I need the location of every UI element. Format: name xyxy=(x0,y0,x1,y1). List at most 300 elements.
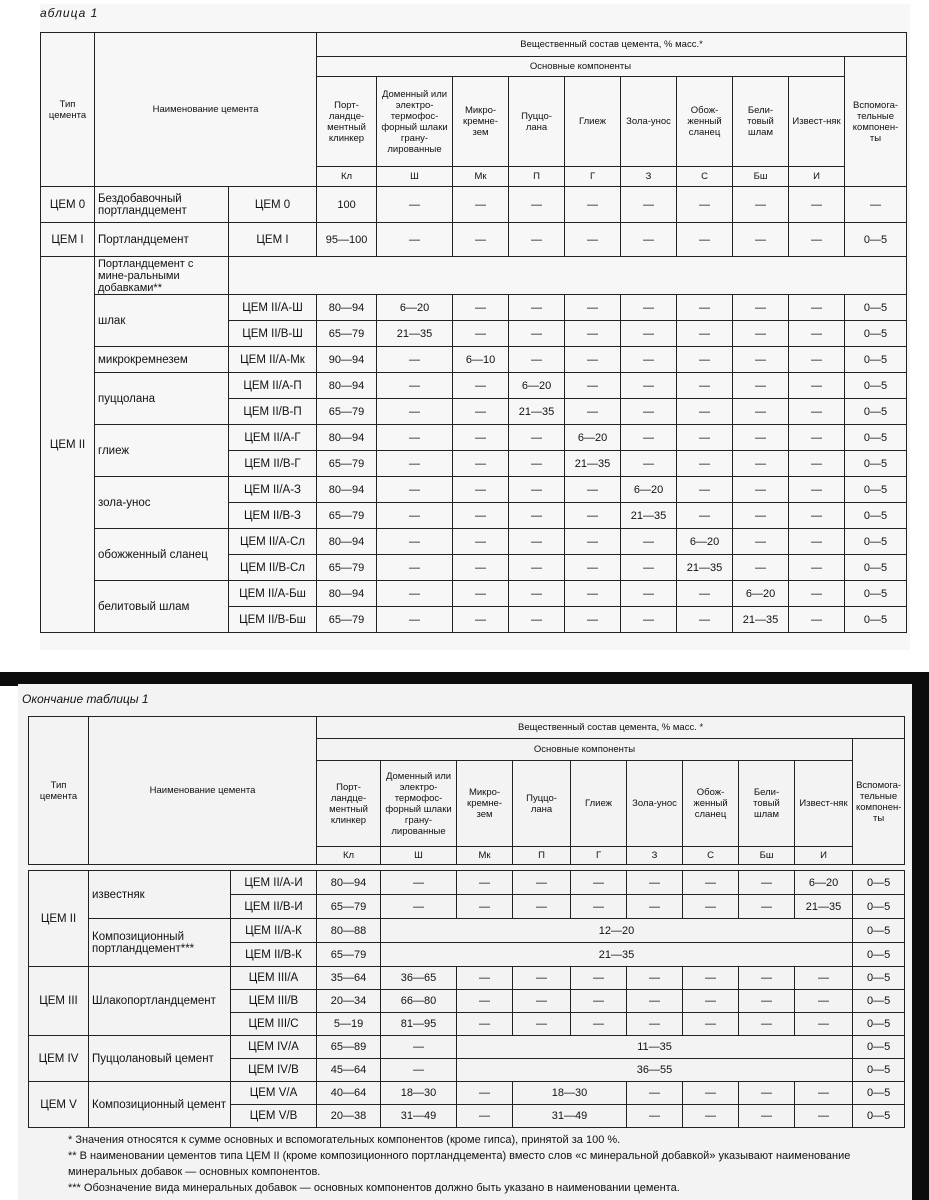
cement-code: ЦЕМ II/А-И xyxy=(231,871,317,895)
value-cell: 0—5 xyxy=(845,555,907,581)
header-component: Глиеж xyxy=(571,761,627,847)
value-cell: — xyxy=(377,529,453,555)
value-cell-merged: 12—20 xyxy=(381,919,853,943)
value-cell: — xyxy=(627,895,683,919)
value-cell: — xyxy=(739,990,795,1013)
value-cell: 0—5 xyxy=(853,1082,905,1105)
value-cell: — xyxy=(565,581,621,607)
cement-code: ЦЕМ III/В xyxy=(231,990,317,1013)
value-cell: — xyxy=(621,555,677,581)
value-cell: 0—5 xyxy=(853,919,905,943)
value-cell: — xyxy=(377,451,453,477)
value-cell: — xyxy=(789,581,845,607)
header-code: П xyxy=(513,847,571,865)
value-cell: — xyxy=(513,895,571,919)
value-cell: — xyxy=(453,607,509,633)
header-main-components: Основные компоненты xyxy=(317,57,845,77)
header-component: Зола-унос xyxy=(627,761,683,847)
cement-code: ЦЕМ III/С xyxy=(231,1013,317,1036)
table-row xyxy=(41,223,907,257)
header-type: Тип цемента xyxy=(29,717,89,865)
value-cell: 6—20 xyxy=(509,373,565,399)
value-cell: — xyxy=(509,555,565,581)
value-cell: — xyxy=(739,895,795,919)
value-cell: — xyxy=(457,967,513,990)
table-row xyxy=(41,257,907,295)
value-cell: — xyxy=(739,1013,795,1036)
header-code: Мк xyxy=(457,847,513,865)
value-cell: 80—94 xyxy=(317,373,377,399)
value-cell: — xyxy=(565,503,621,529)
header-code: Кл xyxy=(317,167,377,187)
value-cell: 0—5 xyxy=(853,895,905,919)
value-cell: — xyxy=(453,399,509,425)
value-cell: — xyxy=(453,555,509,581)
value-cell: 35—64 xyxy=(317,967,381,990)
value-cell: — xyxy=(565,321,621,347)
value-cell: — xyxy=(683,990,739,1013)
table-row xyxy=(41,373,907,399)
value-cell: — xyxy=(677,477,733,503)
value-cell: 18—30 xyxy=(381,1082,457,1105)
cement-code: ЦЕМ 0 xyxy=(229,187,317,223)
value-cell: 65—89 xyxy=(317,1036,381,1059)
table-row xyxy=(29,1082,905,1105)
value-cell: — xyxy=(509,321,565,347)
cement-code: ЦЕМ II/А-Мк xyxy=(229,347,317,373)
value-cell: — xyxy=(571,990,627,1013)
value-cell: — xyxy=(789,555,845,581)
value-cell: 0—5 xyxy=(853,1036,905,1059)
value-cell: 80—94 xyxy=(317,295,377,321)
header-component: Глиеж xyxy=(565,77,621,167)
header-row xyxy=(29,717,905,739)
value-cell: 21—35 xyxy=(677,555,733,581)
header-component: Пуццо-лана xyxy=(513,761,571,847)
cement-code: ЦЕМ I xyxy=(229,223,317,257)
cement-code: ЦЕМ II/В-П xyxy=(229,399,317,425)
value-cell: — xyxy=(565,607,621,633)
table-caption: аблица 1 xyxy=(40,6,99,20)
value-cell: — xyxy=(453,529,509,555)
header-code: П xyxy=(509,167,565,187)
footnote-1: * Значения относятся к сумме основных и вспомогательных компонентов (кроме гипса), принятой за 100 %. xyxy=(68,1134,621,1146)
value-cell: 81—95 xyxy=(381,1013,457,1036)
header-component: Обож-женный сланец xyxy=(677,77,733,167)
header-code: С xyxy=(677,167,733,187)
value-cell: 0—5 xyxy=(853,1013,905,1036)
header-composition: Вещественный состав цемента, % масс. * xyxy=(317,717,905,739)
value-cell: 21—35 xyxy=(377,321,453,347)
value-cell: — xyxy=(509,503,565,529)
value-cell: 6—20 xyxy=(565,425,621,451)
value-cell: — xyxy=(733,555,789,581)
value-cell: — xyxy=(509,295,565,321)
value-cell: — xyxy=(621,529,677,555)
value-cell: 0—5 xyxy=(845,477,907,503)
additive-name: известняк xyxy=(89,871,231,919)
header-code: Кл xyxy=(317,847,381,865)
header-code: Бш xyxy=(733,167,789,187)
value-cell: — xyxy=(733,295,789,321)
value-cell: 0—5 xyxy=(845,399,907,425)
empty-cell xyxy=(229,257,907,295)
value-cell: 0—5 xyxy=(845,295,907,321)
cement-name: Портландцемент с мине-ральными добавками** xyxy=(95,257,229,295)
value-cell: 0—5 xyxy=(853,871,905,895)
value-cell: — xyxy=(683,967,739,990)
cement-code: ЦЕМ V/В xyxy=(231,1105,317,1128)
additive-name: обожженный сланец xyxy=(95,529,229,581)
value-cell: — xyxy=(377,607,453,633)
value-cell: 0—5 xyxy=(845,503,907,529)
value-cell: — xyxy=(509,607,565,633)
value-cell: 100 xyxy=(317,187,377,223)
value-cell: — xyxy=(733,223,789,257)
value-cell: 65—79 xyxy=(317,555,377,581)
table-row xyxy=(29,1036,905,1059)
header-code: И xyxy=(795,847,853,865)
additive-name: микрокремнезем xyxy=(95,347,229,373)
additive-name: белитовый шлам xyxy=(95,581,229,633)
value-cell: — xyxy=(509,223,565,257)
value-cell: 65—79 xyxy=(317,943,381,967)
value-cell: — xyxy=(677,399,733,425)
header-component: Микро-кремне-зем xyxy=(457,761,513,847)
value-cell: — xyxy=(621,607,677,633)
value-cell: 6—10 xyxy=(453,347,509,373)
value-cell: 65—79 xyxy=(317,895,381,919)
additive-name: шлак xyxy=(95,295,229,347)
value-cell: — xyxy=(565,529,621,555)
value-cell: — xyxy=(457,1105,513,1128)
value-cell: — xyxy=(739,1105,795,1128)
cement-type: ЦЕМ IV xyxy=(29,1036,89,1082)
value-cell: — xyxy=(627,1082,683,1105)
header-row xyxy=(41,33,907,57)
value-cell: — xyxy=(381,1036,457,1059)
value-cell-merged: 36—55 xyxy=(457,1059,853,1082)
value-cell: 36—65 xyxy=(381,967,457,990)
value-cell: — xyxy=(789,451,845,477)
value-cell: — xyxy=(789,399,845,425)
table-row xyxy=(29,967,905,990)
value-cell: — xyxy=(627,967,683,990)
value-cell: — xyxy=(509,187,565,223)
table-row xyxy=(29,919,905,943)
table-caption-continued: Окончание таблицы 1 xyxy=(22,692,149,706)
value-cell: — xyxy=(377,347,453,373)
cement-code: ЦЕМ II/А-З xyxy=(229,477,317,503)
value-cell: 0—5 xyxy=(845,425,907,451)
header-component: Бели-товый шлам xyxy=(733,77,789,167)
value-cell: — xyxy=(677,187,733,223)
value-cell: — xyxy=(733,425,789,451)
value-cell: — xyxy=(795,967,853,990)
value-cell: — xyxy=(677,425,733,451)
value-cell: — xyxy=(621,399,677,425)
table-row xyxy=(41,581,907,607)
value-cell: — xyxy=(513,1013,571,1036)
value-cell: — xyxy=(377,425,453,451)
value-cell: 0—5 xyxy=(853,967,905,990)
header-component: Обож-женный сланец xyxy=(683,761,739,847)
value-cell: 6—20 xyxy=(621,477,677,503)
value-cell: 6—20 xyxy=(377,295,453,321)
value-cell: — xyxy=(733,373,789,399)
value-cell: — xyxy=(739,967,795,990)
value-cell: — xyxy=(677,295,733,321)
value-cell: — xyxy=(457,895,513,919)
header-code: Бш xyxy=(739,847,795,865)
value-cell: — xyxy=(683,1082,739,1105)
value-cell: — xyxy=(683,871,739,895)
value-cell: 45—64 xyxy=(317,1059,381,1082)
cement-code: ЦЕМ II/В-З xyxy=(229,503,317,529)
value-cell: — xyxy=(789,295,845,321)
value-cell: 6—20 xyxy=(677,529,733,555)
cement-name: Пуццолановый цемент xyxy=(89,1036,231,1082)
value-cell: — xyxy=(627,990,683,1013)
value-cell: — xyxy=(509,425,565,451)
value-cell: 31—49 xyxy=(381,1105,457,1128)
value-cell: 80—88 xyxy=(317,919,381,943)
value-cell: — xyxy=(509,347,565,373)
value-cell: — xyxy=(571,895,627,919)
value-cell: 5—19 xyxy=(317,1013,381,1036)
value-cell: 21—35 xyxy=(621,503,677,529)
value-cell: — xyxy=(627,871,683,895)
value-cell: — xyxy=(677,607,733,633)
additive-name: зола-унос xyxy=(95,477,229,529)
cement-type: ЦЕМ III xyxy=(29,967,89,1036)
header-code: Г xyxy=(571,847,627,865)
value-cell: 95—100 xyxy=(317,223,377,257)
value-cell: — xyxy=(453,223,509,257)
cement-name: Портландцемент xyxy=(95,223,229,257)
value-cell: 0—5 xyxy=(845,451,907,477)
header-aux: Вспомога-тельные компонен-ты xyxy=(853,739,905,865)
value-cell: 40—64 xyxy=(317,1082,381,1105)
header-code: Ш xyxy=(377,167,453,187)
cement-code: ЦЕМ II/В-И xyxy=(231,895,317,919)
value-cell: 20—38 xyxy=(317,1105,381,1128)
footnote-3: *** Обозначение вида минеральных добавок — основных компонентов должно быть указано в наименовании цемента. xyxy=(68,1182,680,1194)
value-cell: 0—5 xyxy=(853,943,905,967)
value-cell: — xyxy=(627,1013,683,1036)
table-part-1 xyxy=(40,4,910,650)
value-cell: — xyxy=(377,399,453,425)
table-row xyxy=(41,477,907,503)
header-code: З xyxy=(621,167,677,187)
value-cell: 21—35 xyxy=(795,895,853,919)
value-cell: — xyxy=(565,187,621,223)
value-cell: — xyxy=(733,347,789,373)
value-cell: — xyxy=(509,529,565,555)
value-cell: — xyxy=(733,451,789,477)
value-cell: — xyxy=(453,321,509,347)
value-cell: — xyxy=(565,295,621,321)
header-component: Извест-няк xyxy=(789,77,845,167)
header-component: Порт-ландце-ментный клинкер xyxy=(317,761,381,847)
table-row xyxy=(29,871,905,895)
value-cell: 65—79 xyxy=(317,451,377,477)
cement-code: ЦЕМ II/В-Сл xyxy=(229,555,317,581)
cement-code: ЦЕМ II/А-Г xyxy=(229,425,317,451)
value-cell: — xyxy=(683,895,739,919)
value-cell: — xyxy=(565,223,621,257)
value-cell: — xyxy=(789,477,845,503)
value-cell: 65—79 xyxy=(317,321,377,347)
value-cell: — xyxy=(733,321,789,347)
value-cell: 0—5 xyxy=(845,347,907,373)
additive-name: глиеж xyxy=(95,425,229,477)
value-cell: — xyxy=(789,373,845,399)
value-cell: — xyxy=(627,1105,683,1128)
value-cell: 90—94 xyxy=(317,347,377,373)
value-cell: — xyxy=(457,990,513,1013)
cement-type: ЦЕМ 0 xyxy=(41,187,95,223)
header-code: И xyxy=(789,167,845,187)
value-cell: — xyxy=(513,967,571,990)
header-component: Доменный или электро-термофос-форный шлаки грану-лированные xyxy=(377,77,453,167)
value-cell: — xyxy=(621,373,677,399)
table-row xyxy=(41,187,907,223)
value-cell: — xyxy=(789,503,845,529)
value-cell: — xyxy=(683,1013,739,1036)
value-cell: — xyxy=(733,503,789,529)
cement-code: ЦЕМ IV/В xyxy=(231,1059,317,1082)
cement-table-bottom xyxy=(28,716,905,1128)
value-cell: — xyxy=(789,187,845,223)
value-cell: — xyxy=(509,477,565,503)
value-cell: 80—94 xyxy=(317,581,377,607)
value-cell: — xyxy=(789,347,845,373)
value-cell: — xyxy=(509,451,565,477)
cement-code: ЦЕМ II/А-Бш xyxy=(229,581,317,607)
value-cell: — xyxy=(571,967,627,990)
value-cell: — xyxy=(621,347,677,373)
value-cell: — xyxy=(789,321,845,347)
cement-code: ЦЕМ II/В-Ш xyxy=(229,321,317,347)
value-cell: 65—79 xyxy=(317,503,377,529)
value-cell: — xyxy=(677,451,733,477)
value-cell: — xyxy=(453,295,509,321)
value-cell: 21—35 xyxy=(509,399,565,425)
value-cell: — xyxy=(377,503,453,529)
value-cell: — xyxy=(789,607,845,633)
value-cell: — xyxy=(513,871,571,895)
value-cell: 0—5 xyxy=(845,581,907,607)
header-code: З xyxy=(627,847,683,865)
header-code: С xyxy=(683,847,739,865)
value-cell-merged: 18—30 xyxy=(513,1082,627,1105)
value-cell: 0—5 xyxy=(845,373,907,399)
value-cell: — xyxy=(453,451,509,477)
value-cell: — xyxy=(739,871,795,895)
cement-type: ЦЕМ II xyxy=(41,257,95,633)
value-cell: — xyxy=(677,503,733,529)
cement-table-top xyxy=(40,32,907,633)
table-row xyxy=(41,295,907,321)
value-cell: — xyxy=(565,399,621,425)
value-cell: — xyxy=(381,871,457,895)
value-cell: — xyxy=(621,581,677,607)
value-cell: — xyxy=(377,223,453,257)
header-type: Тип цемента xyxy=(41,33,95,187)
value-cell: 65—79 xyxy=(317,607,377,633)
value-cell: 0—5 xyxy=(853,1059,905,1082)
cement-code: ЦЕМ II/В-Бш xyxy=(229,607,317,633)
value-cell: — xyxy=(453,477,509,503)
header-name: Наименование цемента xyxy=(95,33,317,187)
dark-edge xyxy=(910,672,929,1200)
header-component: Микро-кремне-зем xyxy=(453,77,509,167)
footnote-2: ** В наименовании цементов типа ЦЕМ II (кроме композиционного портландцемента) вместо слов «с минеральной добавкой» указывают наименование минеральных добавок — основных компонентов. xyxy=(68,1150,851,1178)
cement-code: ЦЕМ II/В-К xyxy=(231,943,317,967)
cement-type: ЦЕМ II xyxy=(29,871,89,967)
value-cell: 65—79 xyxy=(317,399,377,425)
value-cell: 0—5 xyxy=(845,607,907,633)
value-cell-merged: 21—35 xyxy=(381,943,853,967)
cement-code: ЦЕМ V/А xyxy=(231,1082,317,1105)
value-cell: — xyxy=(789,223,845,257)
value-cell: — xyxy=(621,321,677,347)
footnotes xyxy=(28,1132,908,1196)
value-cell: — xyxy=(677,223,733,257)
value-cell: — xyxy=(733,399,789,425)
value-cell: — xyxy=(845,187,907,223)
value-cell: 66—80 xyxy=(381,990,457,1013)
value-cell: — xyxy=(457,1082,513,1105)
cement-type: ЦЕМ V xyxy=(29,1082,89,1128)
value-cell: — xyxy=(739,1082,795,1105)
value-cell: 80—94 xyxy=(317,529,377,555)
additive-name: пуццолана xyxy=(95,373,229,425)
cement-code: ЦЕМ II/В-Г xyxy=(229,451,317,477)
cement-code: ЦЕМ II/А-К xyxy=(231,919,317,943)
value-cell: — xyxy=(733,477,789,503)
value-cell: — xyxy=(571,871,627,895)
header-component: Извест-няк xyxy=(795,761,853,847)
value-cell: — xyxy=(453,425,509,451)
value-cell: 6—20 xyxy=(795,871,853,895)
cement-name: Композиционный цемент xyxy=(89,1082,231,1128)
value-cell: — xyxy=(677,347,733,373)
value-cell: — xyxy=(571,1013,627,1036)
cement-name: Шлакопортландцемент xyxy=(89,967,231,1036)
cement-code: ЦЕМ II/А-П xyxy=(229,373,317,399)
value-cell: — xyxy=(621,187,677,223)
value-cell: — xyxy=(457,871,513,895)
cement-code: ЦЕМ III/А xyxy=(231,967,317,990)
header-main-components: Основные компоненты xyxy=(317,739,853,761)
header-code: Г xyxy=(565,167,621,187)
value-cell: — xyxy=(377,187,453,223)
value-cell: — xyxy=(621,425,677,451)
cement-type: ЦЕМ I xyxy=(41,223,95,257)
value-cell: 0—5 xyxy=(845,529,907,555)
value-cell: — xyxy=(453,373,509,399)
value-cell: — xyxy=(795,990,853,1013)
header-aux: Вспомога-тельные компонен-ты xyxy=(845,57,907,187)
value-cell: 0—5 xyxy=(853,990,905,1013)
value-cell: — xyxy=(377,477,453,503)
value-cell: — xyxy=(565,347,621,373)
value-cell: 80—94 xyxy=(317,477,377,503)
value-cell: 0—5 xyxy=(853,1105,905,1128)
value-cell: — xyxy=(677,581,733,607)
